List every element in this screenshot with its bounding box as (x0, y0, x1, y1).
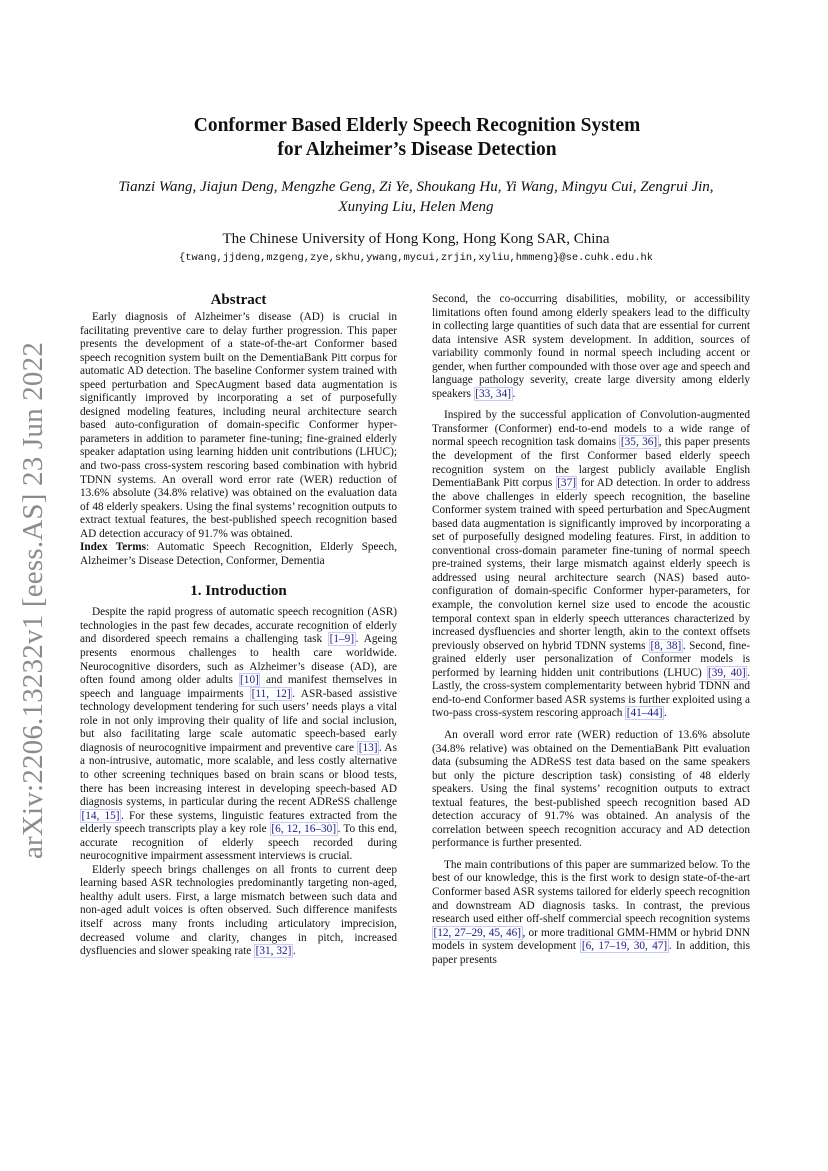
intro-paragraph-1 (80, 606, 397, 863)
citation-link[interactable]: [11, 12] (251, 687, 291, 700)
affiliation: The Chinese University of Hong Kong, Hong Kong SAR, China (222, 231, 610, 247)
abstract-heading: Abstract (210, 292, 267, 308)
text-run: and manifest themselves in speech and language impairments (80, 674, 397, 700)
text-run: for AD detection. In order to address the above challenges in elderly speech recognition, the baseline Conformer system trained with speed perturbation and SpecAugment based data augmentation is significantly improved by incorporating a set of purposefully designed modeling features. First, in addition to conventional cross-domain parameter fine-tuning of normal speech pre-trained systems, their large mismatch against elderly speech is addressed using neural architecture search (NAS) based auto-configuration of domain-specific Conformer hyper-parameters, for example, the convolution kernel size used to encode the acoustic temporal context span in elderly speech utterances characterized by increased dysfluencies and shorter length, akin to the context offsets previously observed on hybrid TDNN systems (432, 477, 750, 652)
right-paragraph-2 (432, 409, 750, 721)
text-run: Despite the rapid progress of automatic speech recognition (ASR) technologies in the past few decades, accurate recognition of elderly and disordered speech remains a challenging task (80, 606, 397, 646)
author-emails: {twang,jjdeng,mzgeng,zye,skhu,ywang,mycui,zrjin,xyliu,hmmeng}@se.cuhk.edu.hk (179, 252, 653, 264)
index-terms-label: Index Terms (80, 541, 147, 554)
text-run: , or more traditional GMM-HMM or hybrid DNN models in system development (432, 926, 751, 953)
text-run: . Second, fine-grained elderly user personalization of Conformer models is performed by learning hidden unit contributions (LHUC) (432, 639, 750, 679)
right-paragraph-3: An overall word error rate (WER) reduction of 13.6% absolute (34.8% relative) was obtained on the DementiaBank Pitt evaluation data (subsuming the ADReSS test data based on the same speakers but only the picture description task) consisting of 48 elderly speakers. Using the final systems’ recognition outputs to extract textual features, the best-published speech recognition based AD detection accuracy of 91.7% was obtained. An analysis of the correlation between speech recognition accuracy and AD detection performance is further presented. (432, 728, 750, 850)
title-line-2: for Alzheimer’s Disease Detection (277, 139, 557, 160)
title-line-1: Conformer Based Elderly Speech Recognition System (193, 115, 641, 136)
text-run: . To this end, accurate recognition of elderly speech recorded during neurocognitive impairment assessment interviews is crucial. (80, 823, 398, 863)
text-run: . ASR-based assistive technology development tendering for such users’ needs plays a vital role in not only improving their quality of life and social inclusion, but also facilitating large scale automatic speech-based early diagnosis of neurocognitive impairment and preventive care (80, 687, 397, 754)
citation-link[interactable]: [33, 34] (475, 387, 511, 400)
text-run: Inspired by the successful application of Convolution-augmented Transformer (Conformer) end-to-end models to a wide range of normal speech recognition task domains (432, 409, 750, 449)
text-run: . For these systems, linguistic features extracted from the elderly speech transcripts play a key role (80, 809, 397, 836)
citation-link[interactable]: [41–44] (626, 707, 663, 720)
citation-link[interactable]: [6, 17–19, 30, 47] (581, 940, 668, 953)
citation-link[interactable]: [1–9] (329, 633, 355, 646)
text-run: . (664, 707, 667, 720)
text-run: . As a non-intrusive, automatic, more scalable, and less costly alternative to other screening techniques based on brain scans or blood tests, there has been increasing interest in developing speech-based AD diagnosis systems, in particular during the recent ADReSS challenge (80, 741, 397, 809)
citation-link[interactable]: [13] (358, 741, 378, 754)
citation-link[interactable]: [10] (240, 674, 259, 687)
intro-paragraph-2 (80, 864, 397, 959)
right-paragraph-4 (432, 859, 750, 967)
paper-title (120, 114, 714, 162)
citation-link[interactable]: [12, 27–29, 45, 46] (433, 926, 522, 939)
abstract-body: Early diagnosis of Alzheimer’s disease (AD) is crucial in facilitating preventive care to delay further progression. This paper presents the development of a state-of-the-art Conformer based speech recognition system built on the DementiaBank Pitt corpus for automatic AD detection. The baseline Conformer system trained with speed perturbation and SpecAugment based data augmentation is significantly improved by incorporating a set of purposefully designed modeling features, including neural architecture search based auto-configuration of domain-specific Conformer hyper-parameters in addition to parameter fine-tuning; fine-grained elderly speaker adaptation using learning hidden unit contributions (LHUC); and two-pass cross-system rescoring based combination with hybrid TDNN systems. An overall word error rate (WER) reduction of 13.6% absolute (34.8% relative) was obtained on the evaluation data of 48 elderly speakers. Using the final systems’ recognition outputs to extract textual features, the best-published speech recognition based AD detection accuracy of 91.7% was obtained. (80, 311, 397, 540)
arxiv-watermark (4, 220, 64, 980)
right-paragraph-1 (432, 293, 750, 401)
text-run: Elderly speech brings challenges on all fronts to current deep learning based ASR technologies predominantly targeting non-aged, healthy adult users. First, a large mismatch between such data and non-aged adult voices is often observed. Such difference manifests itself across many fronts including articulatory imprecision, decreased volume and clarity, changes in pitch, increased dysfluencies and slower speaking rate (80, 863, 397, 958)
text-run: , this paper presents the development of the first Conformer based elderly speech recognition system on the largest publicly available English DementiaBank Pitt corpus (432, 436, 750, 490)
authors-line-2: Xunying Liu, Helen Meng (338, 199, 494, 215)
citation-link[interactable]: [8, 38] (650, 639, 682, 652)
author-list (110, 177, 722, 217)
citation-link[interactable]: [14, 15] (81, 809, 120, 822)
citation-link[interactable]: [35, 36] (620, 436, 658, 449)
citation-link[interactable]: [39, 40] (708, 666, 746, 679)
citation-link[interactable]: [6, 12, 16–30] (271, 823, 337, 836)
text-run: . (512, 387, 516, 400)
authors-line-1: Tianzi Wang, Jiajun Deng, Mengzhe Geng, Zi Ye, Shoukang Hu, Yi Wang, Mingyu Cui, Zengrui Jin, (118, 179, 714, 195)
citation-link[interactable]: [37] (557, 477, 576, 490)
citation-link[interactable]: [31, 32] (255, 945, 292, 958)
introduction-heading: 1. Introduction (190, 583, 287, 600)
text-run: . Ageing presents enormous challenges to health care worldwide. Neurocognitive disorders, such as Alzheimer’s disease (AD), are often found among older adults (80, 633, 398, 687)
text-run: Second, the co-occurring disabilities, mobility, or accessibility limitations often found among elderly speakers lead to the difficulty in collecting large quantities of such data that are essential for current data intensive ASR system development. In addition, sources of variability commonly found in normal speech including accent or gender, when further compounded with those over age and speech and language pathology severity, create large diversity among elderly speakers (432, 293, 750, 400)
index-terms-list: : Automatic Speech Recognition, Elderly Speech, Alzheimer’s Disease Detection, Conformer, Dementia (80, 541, 398, 567)
text-run: . (292, 945, 296, 958)
text-run: . In addition, this paper presents (432, 940, 750, 966)
left-column (80, 291, 397, 959)
arxiv-identifier: arXiv:2206.13232v1 [eess.AS] 23 Jun 2022 (17, 341, 50, 859)
text-run: . Lastly, the cross-system complementarity between hybrid TDNN and end-to-end Conformer based ASR systems is further exploited using a two-pass cross-system rescoring approach (432, 666, 750, 720)
right-column (432, 293, 750, 967)
index-terms (80, 541, 397, 568)
text-run: The main contributions of this paper are summarized below. To the best of our knowledge, this is the first work to design state-of-the-art Conformer based ASR systems tailored for elderly speech recognition and downstream AD diagnosis tasks. In contrast, the previous research used either off-shelf commercial speech recognition systems (432, 858, 750, 926)
